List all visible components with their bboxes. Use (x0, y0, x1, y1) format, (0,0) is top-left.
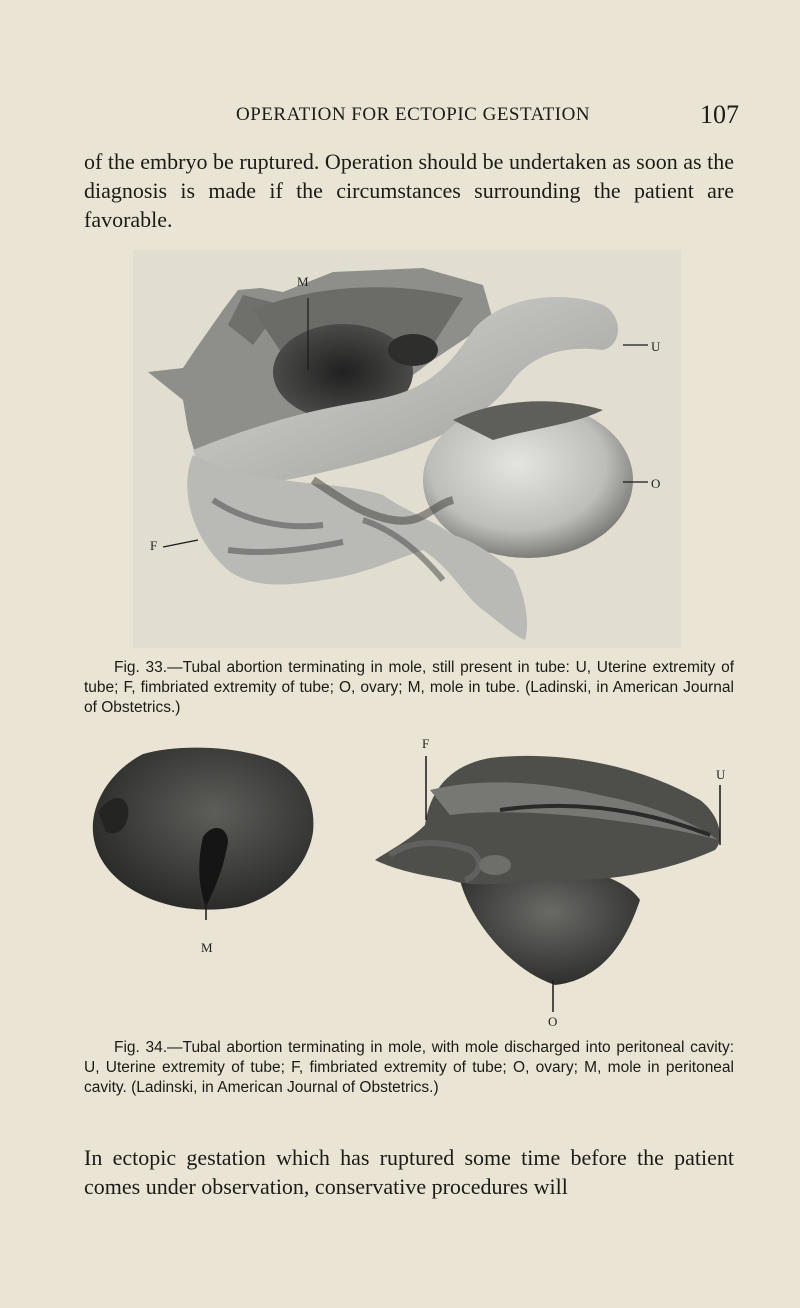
paragraph-continuation: In ectopic gestation which has ruptured some time before the patient comes under observation, conservative procedures will (84, 1145, 734, 1199)
figure-33-label-f: F (150, 538, 158, 553)
figure-34-label-o: O (548, 1014, 558, 1029)
figure-34-label-f: F (422, 736, 430, 751)
running-head (0, 100, 800, 130)
page-number: 107 (700, 100, 739, 129)
figure-34-caption: Fig. 34.—Tubal abortion terminating in mole, with mole discharged into peritoneal cavity: U, Uterine extremity of tube; F, fimbriated extremity of tube; O, ovary; M, mole in peritoneal cavity. (Ladinski, in American Journal of Obstetrics.) (84, 1039, 734, 1096)
figure-33-label-m: M (297, 274, 309, 289)
figure-33-caption: Fig. 33.—Tubal abortion terminating in mole, still present in tube: U, Uterine extremity of tube; F, fimbriated extremity of tube; O, ovary; M, mole in tube. (Ladinski, in American Journal of Obstetrics.) (84, 659, 734, 716)
running-title: OPERATION FOR ECTOPIC GESTATION (236, 104, 591, 125)
figure-34-tube-photo (370, 740, 730, 1015)
figure-34-mole-photo (88, 742, 320, 920)
figure-33-label-o: O (651, 476, 661, 491)
figure-34-label-m: M (201, 940, 213, 955)
paragraph-opening: of the embryo be ruptured. Operation should be undertaken as soon as the diagnosis is made if the circumstances surrounding the patient are favorable. (84, 149, 734, 232)
figure-33-photo (133, 250, 681, 648)
figure-33-label-u: U (651, 339, 661, 354)
figure-34-label-u: U (716, 767, 726, 782)
